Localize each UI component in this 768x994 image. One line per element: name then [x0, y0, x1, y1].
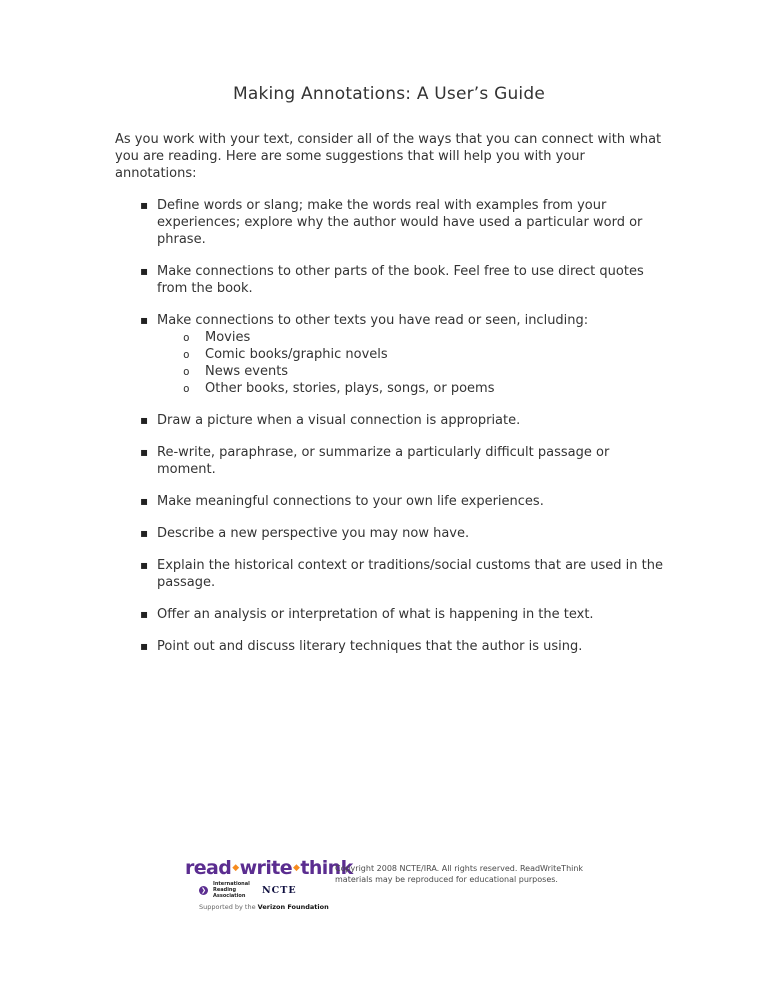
readwritethink-wordmark: [185, 857, 353, 879]
list-item-text: Make connections to other texts you have read or seen, including:: [157, 313, 589, 328]
ira-logo-text: International Reading Association: [213, 881, 250, 899]
sub-list-item: [183, 380, 663, 397]
list-item-text: Offer an analysis or interpretation of what is happening in the text.: [157, 607, 594, 622]
list-item-text: Point out and discuss literary techniques that the author is using.: [157, 639, 583, 654]
copyright-text: [335, 864, 585, 885]
logo-word-think: think: [300, 857, 353, 879]
list-item: [140, 606, 663, 623]
page-title: Making Annotations: A User’s Guide: [232, 84, 545, 104]
sub-list-item: [183, 329, 663, 346]
list-item: [140, 312, 663, 397]
list-item: [140, 444, 663, 478]
list-item-text: Draw a picture when a visual connection is appropriate.: [157, 413, 521, 428]
list-item: [140, 557, 663, 591]
supported-by-prefix: Supported by the: [199, 903, 258, 911]
logo-separator-icon: ◆: [232, 863, 239, 873]
supported-by-line: [199, 903, 335, 911]
copyright-line: Copyright 2008 NCTE/IRA. All rights reserved. ReadWriteThink: [335, 864, 584, 873]
sub-list-item-text: News events: [205, 364, 289, 379]
sub-list-item: [183, 363, 663, 380]
sub-list-item: [183, 346, 663, 363]
annotation-suggestions-list: [115, 197, 663, 655]
other-texts-sublist: [157, 329, 663, 397]
list-item: [140, 197, 663, 248]
list-item: [140, 638, 663, 655]
logo-separator-icon: ◆: [293, 863, 300, 873]
sub-list-item-text: Comic books/graphic novels: [205, 347, 388, 362]
copyright-line: materials may be reproduced for educational purposes.: [335, 874, 558, 884]
partner-logos: [199, 881, 335, 899]
supported-by-org: Verizon Foundation: [257, 903, 329, 911]
list-item-text: Define words or slang; make the words real with examples from your experiences; explore why the author would have used a particular word or phrase.: [157, 198, 643, 247]
list-item: [140, 263, 663, 297]
footer: [185, 857, 585, 911]
document-content: [115, 0, 663, 670]
intro-paragraph: As you work with your text, consider all of the ways that you can connect with what you are reading. Here are some suggestions that will help you with your annotations:: [115, 132, 662, 181]
sub-list-item-text: Other books, stories, plays, songs, or poems: [205, 381, 495, 396]
ira-logo-icon: ❯: [200, 886, 207, 894]
list-item: [140, 493, 663, 510]
list-item-text: Explain the historical context or traditions/social customs that are used in the passage.: [157, 558, 663, 590]
list-item-text: Make connections to other parts of the book. Feel free to use direct quotes from the book.: [157, 264, 644, 296]
logo-word-read: read: [185, 857, 232, 879]
list-item-text: Describe a new perspective you may now have.: [157, 526, 470, 541]
readwritethink-logo: [185, 857, 353, 911]
list-item-text: Make meaningful connections to your own life experiences.: [157, 494, 544, 509]
logo-word-write: write: [239, 857, 293, 879]
ncte-logo-text: NCTE: [262, 884, 297, 896]
sub-list-item-text: Movies: [205, 330, 251, 345]
list-item: [140, 525, 663, 542]
list-item: [140, 412, 663, 429]
list-item-text: Re-write, paraphrase, or summarize a particularly difficult passage or moment.: [157, 445, 610, 477]
